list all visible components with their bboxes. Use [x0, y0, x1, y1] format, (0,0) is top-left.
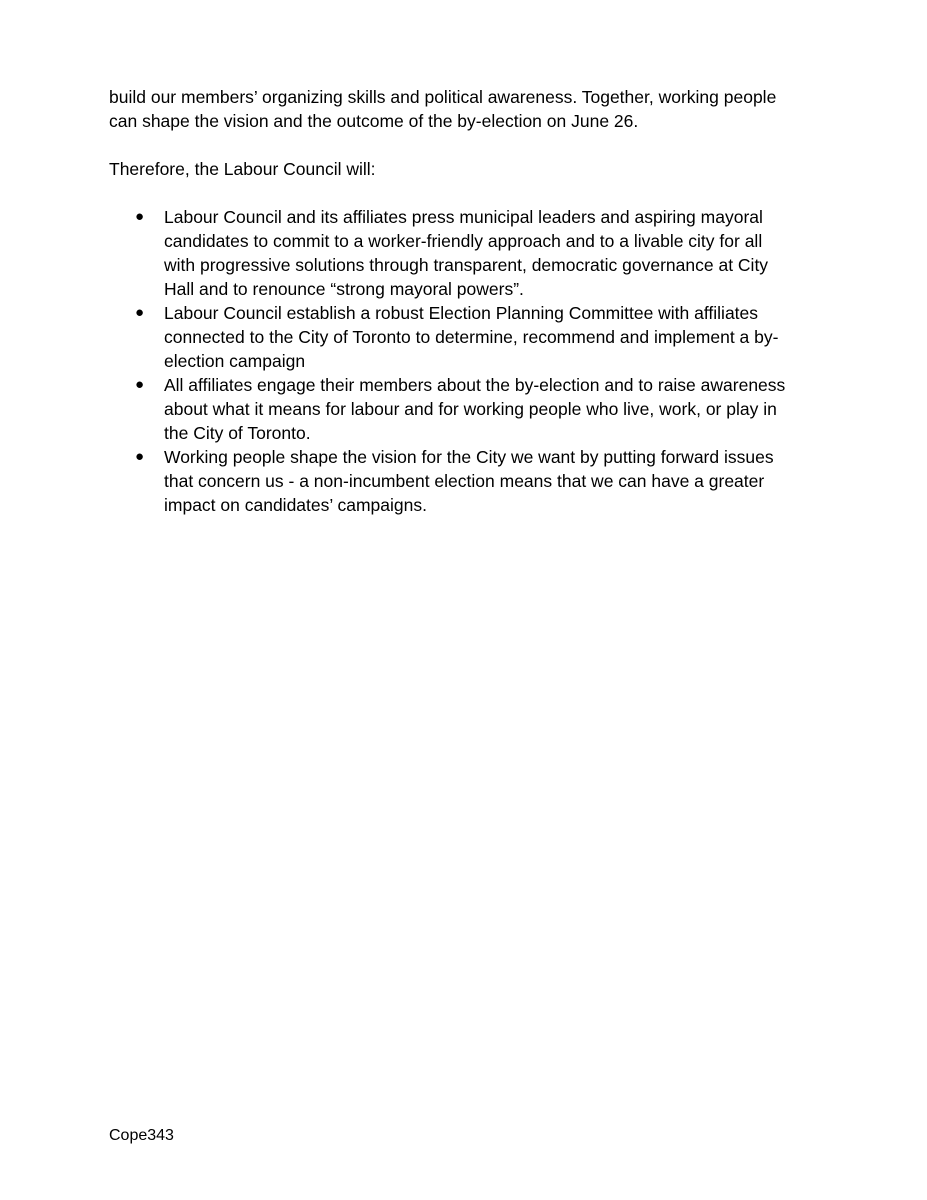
intro-line: can shape the vision and the outcome of the by-election on June 26.: [109, 111, 639, 131]
intro-paragraph: [109, 85, 829, 133]
list-item-line: Working people shape the vision for the City we want by putting forward issues: [164, 447, 774, 467]
list-item-line: that concern us - a non-incumbent election means that we can have a greater: [164, 471, 765, 491]
list-item: [109, 205, 829, 301]
list-item-line: election campaign: [164, 351, 306, 371]
list-item-line: impact on candidates’ campaigns.: [164, 495, 427, 515]
list-item: [109, 445, 829, 517]
bullet-icon: ●: [135, 448, 145, 465]
bullet-icon: ●: [135, 208, 145, 225]
intro-line: build our members’ organizing skills and political awareness. Together, working people: [109, 87, 777, 107]
list-item-line: connected to the City of Toronto to determine, recommend and implement a by-: [164, 327, 779, 347]
list-item-line: Labour Council establish a robust Election Planning Committee with affiliates: [164, 303, 759, 323]
list-item-line: with progressive solutions through transparent, democratic governance at City: [164, 255, 769, 275]
list-item-line: Hall and to renounce “strong mayoral powers”.: [164, 279, 524, 299]
bullet-icon: ●: [135, 304, 145, 321]
resolution-list: [109, 205, 829, 517]
therefore-heading: Therefore, the Labour Council will:: [109, 159, 376, 179]
footer-label: Cope343: [109, 1127, 174, 1144]
list-item-line: the City of Toronto.: [164, 423, 311, 443]
list-item: [109, 373, 829, 445]
list-item: [109, 301, 829, 373]
list-item-line: Labour Council and its affiliates press municipal leaders and aspiring mayoral: [164, 207, 763, 227]
list-item-line: candidates to commit to a worker-friendly approach and to a livable city for all: [164, 231, 763, 251]
bullet-icon: ●: [135, 376, 145, 393]
list-item-line: All affiliates engage their members about the by-election and to raise awareness: [164, 375, 786, 395]
list-item-line: about what it means for labour and for working people who live, work, or play in: [164, 399, 777, 419]
